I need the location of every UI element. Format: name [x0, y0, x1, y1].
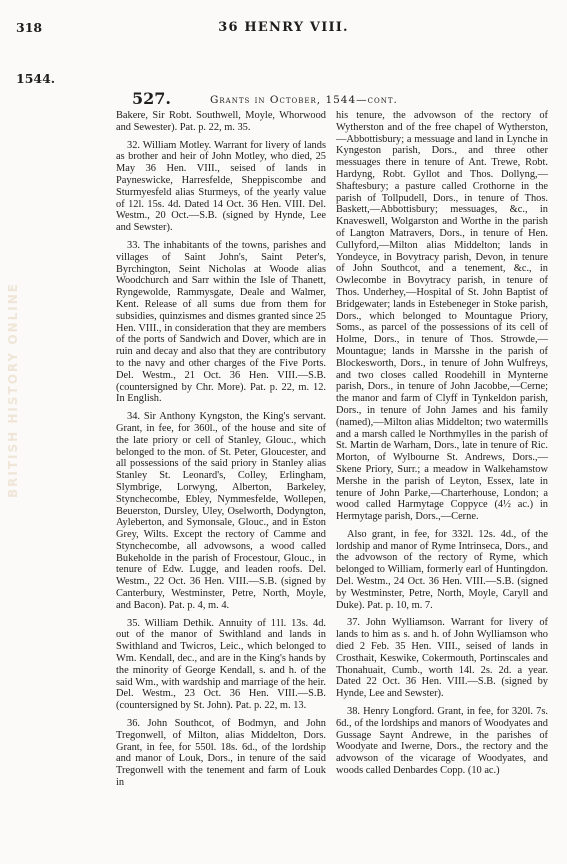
paragraph: 32. William Motley. Warrant for livery of lands as brother and heir of John Motley, who died, 25 May 36 Hen. VIII., seised of lands in Payneswicke, Harresfelde, Sheppiscombe and Sturmyesfeld alias Sturmeys, of the yearly value of 12l. 15s. 4d. Dated 14 Oct. 36 Hen. VIII. Del. Westm., 20 Oct.—S.B. (signed by Hynde, Lee and Sewster).	[116, 139, 326, 234]
paragraph: 36. John Southcot, of Bodmyn, and John Tregonwell, of Milton, alias Middelton, Dors. Grant, in fee, for 550l. 18s. 6d., of the lordship and manor of Louk, Dors., in tenure of the said Tregonwell with the tenement and farm of Louk in	[116, 718, 326, 789]
watermark	[6, 110, 26, 670]
right-column	[336, 110, 548, 783]
paragraph: 38. Henry Longford. Grant, in fee, for 320l. 7s. 6d., of the lordships and manors of Woodyates and Gussage Saynt Andrewe, in the parishes of Woodyate and Iwerne, Dors., the rectory and the advowson of the vicarage of Woodyates, and woods called Denbardes Copp. (10 ac.)	[336, 706, 548, 777]
section-title: Grants in October, 1544—cont.	[210, 94, 398, 106]
paragraph: his tenure, the advowson of the rectory of Wytherston and of the free chapel of Wytherston,—Abbottisbury; a messuage and land in Lynche in Kyngeston parish, Dors., and three other messuages there in tenure of Ant. Trewe, Robt. Hardyng, Robt. Gyllot and Thos. Dollyng,—Shaftesbury; a pasture called Crothorne in the parish of Tollpudell, Dors., in tenure of Thos. Baskett,—Abbottisbury; messuages, &c., in Knaveswell, Wolgarston and Worthe in the parish of Langton Matravers, Dors., in tenure of Hen. Cullyford,—Milton alias Middelton; lands in Yondeyce, in Bovytracy parish, Devon, in tenure of John Southcot, and a tenement, &c., in Owlecombe in Bovytracy parish, in tenure of Thos. Underhey,—Hospital of St. John Baptist of Bridgewater; lands in Estebeneger in Stoke parish, Dors., which belonged to Mountague Priory, Soms., as parcel of the possessions of its cell of Holme, Dors., in tenure of Thos. Strowde,—Mountague; lands in Marsshe in the parish of Blockesworth, Dors., in tenure of John Wulfreys, and two closes called Roodehill in Mynterne parish, Dors., in tenure of John Jacobbe,—Cerne; the manor and farm of Clyff in Tynkeldon parish, Dors., in tenure of John James and his family (named),—Milton alias Middelton; two watermills and a marsh called le Northmylles in the parish of St. Martin de Warham, Dors., late in tenure of Ric. Morton, of Wylbourne St. Andrews, Dors.,—Skene Priory, Surr.; a meadow in Walkehamstow Mershe in the parish of Leyton, Essex, late in tenure of John Parke,—Charterhouse, London; a wood called Harmytage Coppyce (4½ ac.) in Hermytage parish, Dors.,—Cerne.	[336, 110, 548, 523]
paragraph: Also grant, in fee, for 332l. 12s. 4d., of the lordship and manor of Ryme Intrinseca, Dors., and the advowson of the rectory of Ryme, which belonged to William, formerly earl of Huntingdon. Del. Westm., 24 Oct. 36 Hen. VIII.—S.B. (signed by Westminster, Petre, North, Moyle, Caryll and Duke). Pat. p. 10, m. 7.	[336, 528, 548, 611]
running-title: 36 HENRY VIII.	[218, 20, 349, 35]
watermark-line: BRITISH HISTORY ONLINE	[6, 282, 20, 498]
section-number: 527.	[132, 89, 171, 108]
paragraph: 34. Sir Anthony Kyngston, the King's servant. Grant, in fee, for 360l., of the house and site of the late priory or cell of Stanley, Glouc., which belonged to the mon. of St. Peter, Gloucester, and all possessions of the said priory in Stanley alias Stanley St. Leonard's, Colley, Erlingham, Slymbrige, Lorwyng, Alberton, Barkeley, Stynchecombe, Ebley, Nymmesfelde, Wollepen, Beuerston, Dursley, Uley, Oselworth, Dodyngton, Ayleberton, and Symonsale, Glouc., and in Eston Grey, Wilts. Except the rectory of Camme and Stynchecombe, all advowsons, a wood called Bukeholde in the parish of Frocestour, Glouc., in tenure of Edw. Lugge, and leaden roofs. Del. Westm., 22 Oct. 36 Hen. VIII.—S.B. (signed by Canterbury, Westminster, Petre, North, Moyle, and Bacon). Pat. p. 4, m. 4.	[116, 411, 326, 611]
page-header	[0, 20, 567, 38]
paragraph: Bakere, Sir Robt. Southwell, Moyle, Whorwood and Sewester). Pat. p. 22, m. 35.	[116, 110, 326, 133]
page-number: 318	[16, 20, 43, 35]
paragraph: 35. William Dethik. Annuity of 11l. 13s. 4d. out of the manor of Swithland and lands in Swithland and Twicros, Leic., which belonged to Wm. Kendall, dec., and are in the King's hands by the minority of George Kendall, s. and h. of the said Wm., with wardship and marriage of the heir. Del. Westm., 23 Oct. 36 Hen. VIII.—S.B. (countersigned by St. John). Pat. p. 22, m. 13.	[116, 617, 326, 712]
paragraph: 37. John Wylliamson. Warrant for livery of lands to him as s. and h. of John Wylliamson who died 2 Feb. 35 Hen. VIII., seised of lands in Crosthait, Keswike, Cokermouth, Portinscales and Thonahuait, Cumb., worth 14l. 2s. 2d. a year. Dated 22 Oct. 36 Hen. VIII.—S.B. (signed by Hynde, Lee and Sewster).	[336, 617, 548, 700]
paragraph: 33. The inhabitants of the towns, parishes and villages of Saint John's, Saint Peter's, Byrchington, Seint Nicholas at Woode alias Woodchurch and Sarr within the Isle of Thanett, Ryngewolde, Rammysgate, Deale and Walmer, Kent. Release of all sums due from them for subsidies, quinzismes and dismes granted since 25 Hen. VIII., in consideration that they are members of the ports of Sandwich and Dover, which are in ruin and decay and also that they are contributory to the navy and other charges of the Five Ports. Del. Westm., 21 Oct. 36 Hen. VIII.—S.B. (countersigned by Chr. More). Pat. p. 22, m. 12. In English.	[116, 239, 326, 405]
year-label: 1544.	[16, 71, 56, 86]
left-column	[116, 110, 326, 795]
